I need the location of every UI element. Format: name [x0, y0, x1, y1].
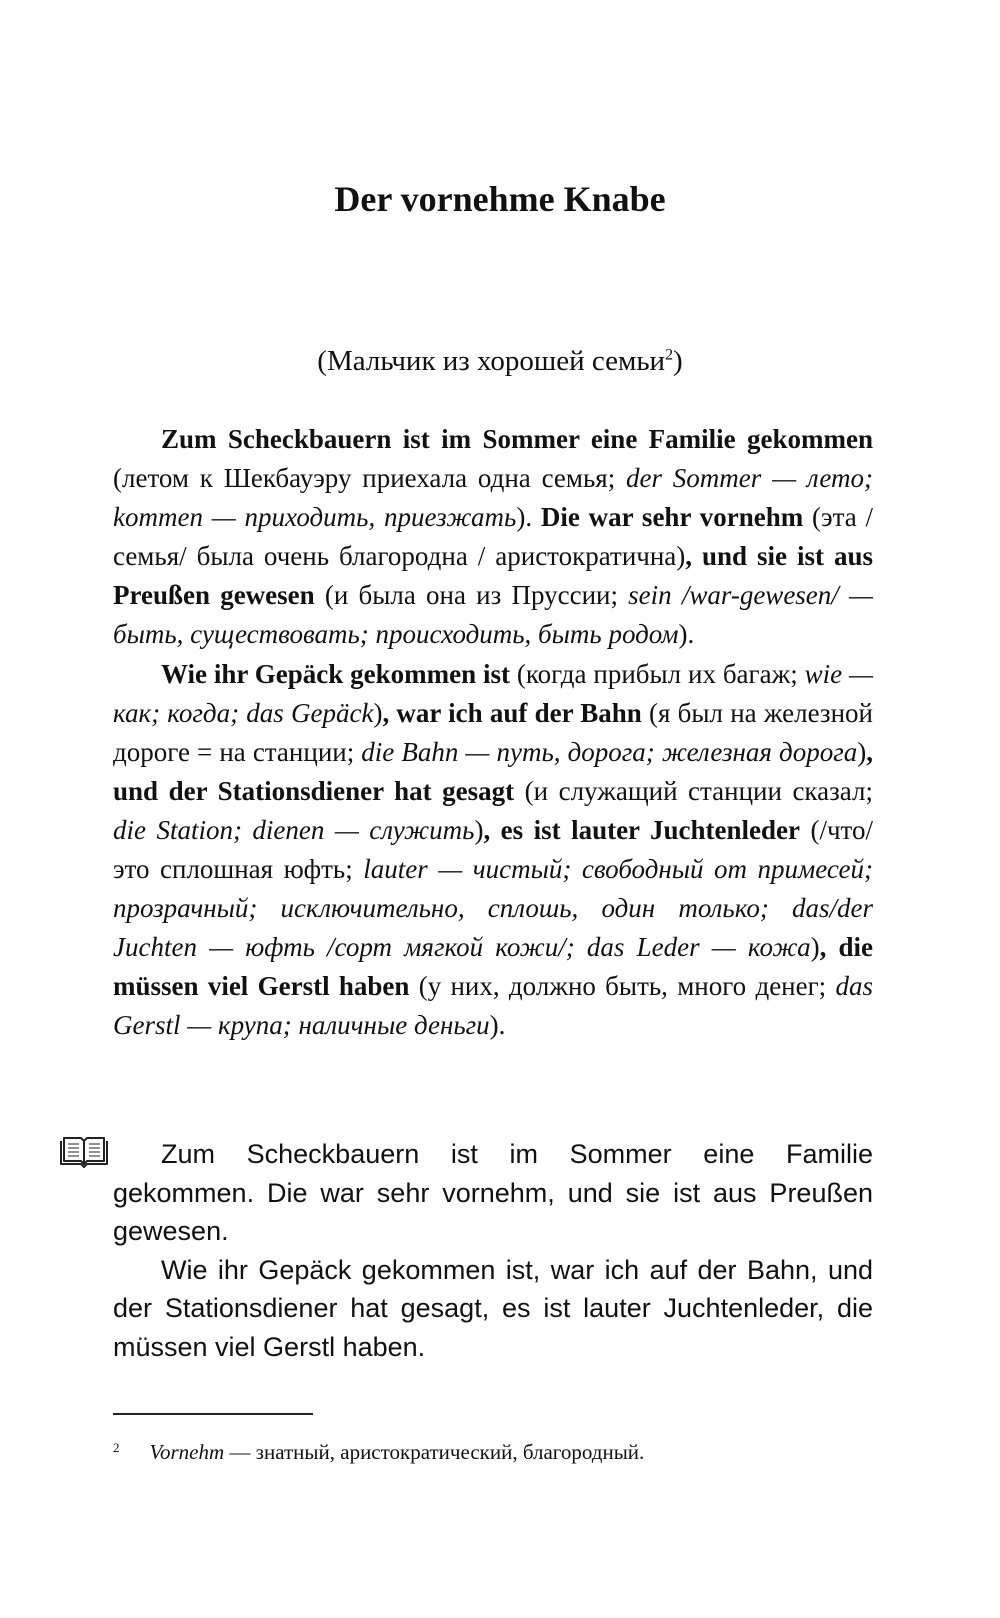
- chapter-title: Der vornehme Knabe: [334, 179, 666, 219]
- german-phrase: , es ist lauter Juchtenleder: [483, 814, 800, 845]
- translation: (я был на железной дороге = на станции;: [113, 697, 874, 767]
- vocabulary-note: wie — как; когда; das Gepäck: [113, 658, 873, 728]
- translation: (/что/ это сплошная юфть;: [113, 814, 873, 885]
- german-phrase: , und sie ist aus Preußen gewesen: [113, 541, 873, 611]
- translation-close: ): [857, 736, 867, 767]
- translation: (когда прибыл их багаж;: [509, 658, 805, 689]
- vocabulary-note: die Bahn — путь, дорога; железная дорога: [361, 736, 858, 767]
- open-book-icon: [58, 1135, 110, 1169]
- subtitle-text: (Мальчик из хорошей семьи: [317, 345, 666, 377]
- german-phrase: , war ich auf der Bahn: [382, 697, 642, 728]
- annotated-text: [113, 420, 873, 1046]
- footnote-term: Vornehm: [149, 1440, 225, 1464]
- annotated-paragraph-1: [113, 420, 873, 655]
- translation-close: ): [474, 814, 484, 845]
- footnote-divider: [113, 1413, 313, 1415]
- reading-paragraph-2: Wie ihr Gepäck gekommen ist, war ich auf der Bahn, und der Stationsdiener hat gesagt, es ist lauter Juchtenleder, die müssen viel Gerstl haben.: [113, 1254, 873, 1362]
- annotated-paragraph-2: [113, 655, 873, 1046]
- translation-close: ).: [516, 502, 533, 533]
- vocabulary-note: das Gerstl — крупа; наличные деньги: [113, 971, 873, 1041]
- translation: (у них, должно быть, много денег;: [409, 971, 836, 1002]
- translation: (летом к Шекбауэру приехала одна семья;: [113, 463, 627, 494]
- footnote-definition: — знатный, аристократический, благородный.: [224, 1440, 645, 1464]
- vocabulary-note: die Station; dienen — служить: [113, 814, 475, 845]
- vocabulary-note: lauter — чистый; свободный от примесей; прозрачный; исключительно, сплошь, один только; das/der Juchten — юфть /сорт мягкой кожи/; das Leder — кожа: [113, 854, 873, 963]
- german-phrase: , und der Stationsdiener hat gesagt: [113, 736, 873, 806]
- translation: (эта /семья/ была очень благородна / аристократична): [113, 502, 873, 572]
- chapter-subtitle: [0, 345, 1000, 378]
- translation-close: ).: [678, 619, 695, 650]
- german-phrase: , die müssen viel Gerstl haben: [113, 932, 873, 1002]
- footnote-reference: 2: [665, 346, 674, 364]
- footnote-number: 2: [113, 1440, 120, 1455]
- reading-text: [113, 1135, 873, 1367]
- german-phrase: Wie ihr Gepäck gekommen ist: [161, 658, 510, 689]
- translation: (и была она из Пруссии;: [314, 580, 629, 611]
- vocabulary-note: der Sommer — лето; kommen — приходить, приезжать: [113, 463, 873, 533]
- german-phrase: Zum Scheckbauern ist im Sommer eine Familie gekommen: [161, 424, 873, 454]
- reading-paragraph-1: Zum Scheckbauern ist im Sommer eine Familie gekommen. Die war sehr vornehm, und sie ist aus Preußen gewesen.: [113, 1139, 873, 1247]
- translation: (и служащий станции сказал;: [514, 775, 873, 806]
- translation-close: ).: [489, 1010, 506, 1041]
- translation-close: ): [373, 697, 383, 728]
- vocabulary-note: sein /war-gewesen/ — быть, существовать; происходить, быть родом: [113, 580, 873, 650]
- translation-close: ): [810, 932, 820, 963]
- german-phrase: Die war sehr vornehm: [532, 502, 804, 533]
- subtitle-close: ): [673, 345, 683, 377]
- footnote: [113, 1440, 873, 1465]
